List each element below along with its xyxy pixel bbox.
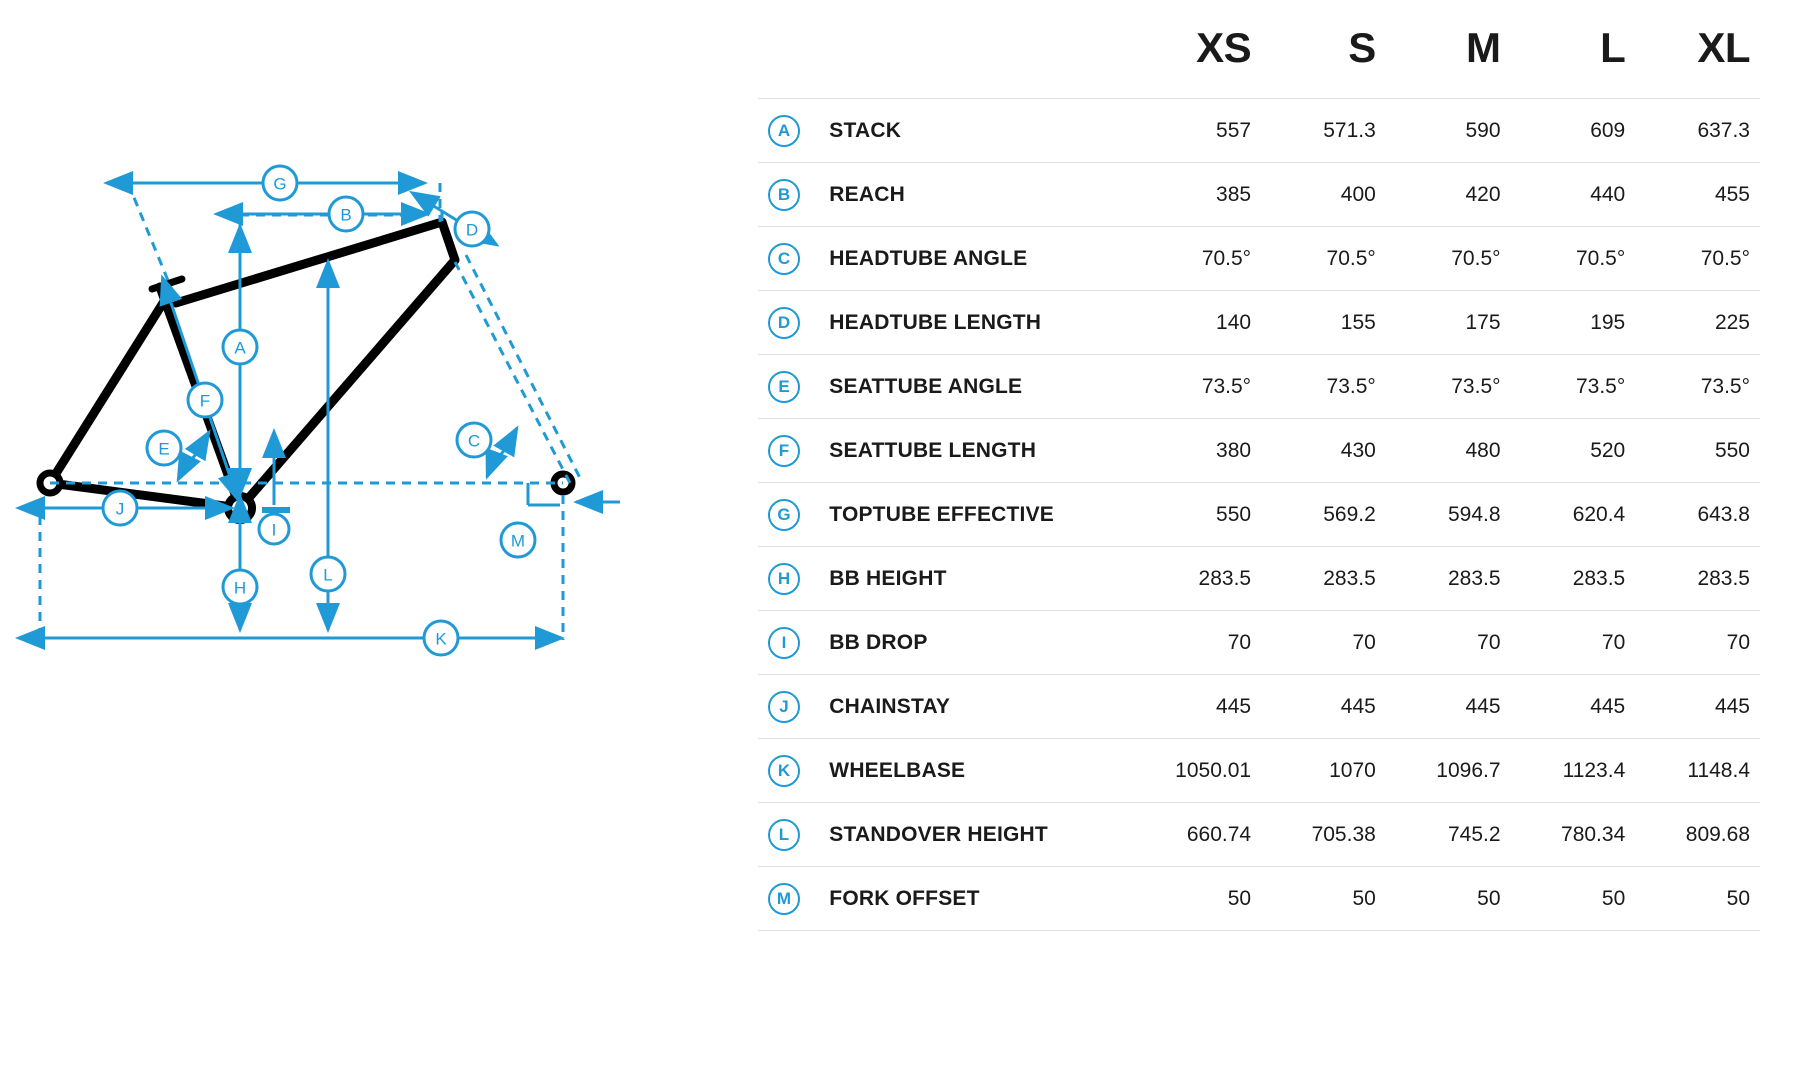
value-standover-height-l: 780.34 [1511,803,1636,867]
value-headtube-angle-l: 70.5° [1511,227,1636,291]
geometry-table [758,18,1760,931]
value-seattube-length-xl: 550 [1635,419,1760,483]
table-row [758,355,1760,419]
value-fork-offset-xs: 50 [1136,867,1261,931]
row-badge-cell [758,99,819,163]
letter-badge-a: A [768,115,800,147]
row-badge-cell [758,483,819,547]
value-headtube-angle-s: 70.5° [1261,227,1386,291]
letter-badge-l: L [768,819,800,851]
value-bb-height-xl: 283.5 [1635,547,1760,611]
value-wheelbase-s: 1070 [1261,739,1386,803]
row-label-bb-height: BB HEIGHT [819,547,1136,611]
letter-badge-k: K [768,755,800,787]
value-toptube-effective-xl: 643.8 [1635,483,1760,547]
value-chainstay-xl: 445 [1635,675,1760,739]
value-chainstay-l: 445 [1511,675,1636,739]
letter-badge-h: H [768,563,800,595]
callout-H-label: H [233,578,247,598]
table-row [758,675,1760,739]
value-bb-height-l: 283.5 [1511,547,1636,611]
value-bb-height-s: 283.5 [1261,547,1386,611]
value-seattube-angle-m: 73.5° [1386,355,1511,419]
value-stack-m: 590 [1386,99,1511,163]
value-seattube-angle-xl: 73.5° [1635,355,1760,419]
value-reach-xl: 455 [1635,163,1760,227]
row-label-standover-height: STANDOVER HEIGHT [819,803,1136,867]
row-label-wheelbase: WHEELBASE [819,739,1136,803]
value-bb-drop-xl: 70 [1635,611,1760,675]
table-header [758,18,1760,99]
value-headtube-angle-m: 70.5° [1386,227,1511,291]
table-row [758,163,1760,227]
value-headtube-length-s: 155 [1261,291,1386,355]
value-reach-s: 400 [1261,163,1386,227]
value-bb-height-m: 283.5 [1386,547,1511,611]
callout-G [263,166,297,200]
table-row [758,483,1760,547]
callout-M [501,523,535,557]
value-bb-drop-xs: 70 [1136,611,1261,675]
callout-E-label: E [158,439,170,459]
callout-H [223,570,257,604]
row-label-stack: STACK [819,99,1136,163]
value-toptube-effective-m: 594.8 [1386,483,1511,547]
row-badge-cell [758,291,819,355]
row-label-bb-drop: BB DROP [819,611,1136,675]
letter-badge-j: J [768,691,800,723]
value-reach-l: 440 [1511,163,1636,227]
value-stack-xl: 637.3 [1635,99,1760,163]
header-size-l: L [1600,24,1626,71]
value-reach-m: 420 [1386,163,1511,227]
value-stack-l: 609 [1511,99,1636,163]
value-wheelbase-m: 1096.7 [1386,739,1511,803]
geometry-svg [0,0,740,1081]
callout-J [103,491,137,525]
letter-badge-b: B [768,179,800,211]
row-label-reach: REACH [819,163,1136,227]
row-label-headtube-angle: HEADTUBE ANGLE [819,227,1136,291]
row-badge-cell [758,675,819,739]
value-seattube-length-xs: 380 [1136,419,1261,483]
callout-E [147,431,181,465]
table-row [758,291,1760,355]
row-badge-cell [758,547,819,611]
callout-D-label: D [465,220,479,240]
value-wheelbase-xs: 1050.01 [1136,739,1261,803]
row-label-chainstay: CHAINSTAY [819,675,1136,739]
callout-K [424,621,458,655]
callout-J-label: J [115,499,125,519]
callout-L-label: L [323,565,333,585]
value-toptube-effective-xs: 550 [1136,483,1261,547]
table-row [758,739,1760,803]
letter-badge-d: D [768,307,800,339]
value-fork-offset-xl: 50 [1635,867,1760,931]
callout-D [455,212,489,246]
value-stack-xs: 557 [1136,99,1261,163]
header-size-xs: XS [1196,24,1252,71]
row-label-headtube-length: HEADTUBE LENGTH [819,291,1136,355]
value-seattube-angle-xs: 73.5° [1136,355,1261,419]
value-bb-drop-l: 70 [1511,611,1636,675]
callout-A [223,330,257,364]
callout-I-label: I [271,520,277,540]
callout-I [259,514,289,544]
row-badge-cell [758,355,819,419]
table-row [758,867,1760,931]
header-letter-blank [758,18,819,99]
value-chainstay-m: 445 [1386,675,1511,739]
letter-badge-f: F [768,435,800,467]
value-headtube-angle-xl: 70.5° [1635,227,1760,291]
value-fork-offset-s: 50 [1261,867,1386,931]
value-headtube-length-m: 175 [1386,291,1511,355]
value-standover-height-xl: 809.68 [1635,803,1760,867]
value-seattube-length-m: 480 [1386,419,1511,483]
header-label-blank [819,18,1136,99]
value-chainstay-s: 445 [1261,675,1386,739]
value-seattube-length-l: 520 [1511,419,1636,483]
callout-B [329,197,363,231]
value-seattube-angle-l: 73.5° [1511,355,1636,419]
row-badge-cell [758,227,819,291]
row-badge-cell [758,419,819,483]
callout-C [457,423,491,457]
row-label-seattube-angle: SEATTUBE ANGLE [819,355,1136,419]
value-fork-offset-m: 50 [1386,867,1511,931]
value-bb-drop-m: 70 [1386,611,1511,675]
value-reach-xs: 385 [1136,163,1261,227]
bike-frame-outline [50,222,455,508]
geometry-table-pane [740,0,1800,1081]
size-header-row [758,18,1760,99]
table-row [758,547,1760,611]
value-toptube-effective-s: 569.2 [1261,483,1386,547]
frame-geometry-diagram [0,0,740,1081]
value-headtube-angle-xs: 70.5° [1136,227,1261,291]
header-size-m: M [1466,24,1501,71]
value-toptube-effective-l: 620.4 [1511,483,1636,547]
callout-B-label: B [340,205,352,225]
header-size-xl: XL [1697,24,1750,71]
value-fork-offset-l: 50 [1511,867,1636,931]
callout-F [188,383,222,417]
callout-M-label: M [510,531,526,551]
value-bb-drop-s: 70 [1261,611,1386,675]
table-row [758,611,1760,675]
callout-F-label: F [199,391,211,411]
value-bb-height-xs: 283.5 [1136,547,1261,611]
letter-badge-i: I [768,627,800,659]
value-standover-height-m: 745.2 [1386,803,1511,867]
callout-G-label: G [273,174,287,194]
row-label-toptube-effective: TOPTUBE EFFECTIVE [819,483,1136,547]
callout-K-label: K [435,629,447,649]
letter-badge-m: M [768,883,800,915]
value-stack-s: 571.3 [1261,99,1386,163]
value-headtube-length-xl: 225 [1635,291,1760,355]
row-badge-cell [758,803,819,867]
value-seattube-length-s: 430 [1261,419,1386,483]
row-badge-cell [758,867,819,931]
value-chainstay-xs: 445 [1136,675,1261,739]
value-wheelbase-l: 1123.4 [1511,739,1636,803]
letter-badge-e: E [768,371,800,403]
callout-A-label: A [234,338,246,358]
letter-badge-c: C [768,243,800,275]
value-standover-height-xs: 660.74 [1136,803,1261,867]
callout-L [311,557,345,591]
callout-C-label: C [467,431,481,451]
value-headtube-length-xs: 140 [1136,291,1261,355]
header-size-s: S [1348,24,1376,71]
row-badge-cell [758,739,819,803]
value-wheelbase-xl: 1148.4 [1635,739,1760,803]
table-body [758,99,1760,931]
letter-badge-g: G [768,499,800,531]
row-badge-cell [758,163,819,227]
table-row [758,227,1760,291]
row-label-fork-offset: FORK OFFSET [819,867,1136,931]
table-row [758,803,1760,867]
row-label-seattube-length: SEATTUBE LENGTH [819,419,1136,483]
value-standover-height-s: 705.38 [1261,803,1386,867]
table-row [758,99,1760,163]
value-headtube-length-l: 195 [1511,291,1636,355]
row-badge-cell [758,611,819,675]
value-seattube-angle-s: 73.5° [1261,355,1386,419]
table-row [758,419,1760,483]
